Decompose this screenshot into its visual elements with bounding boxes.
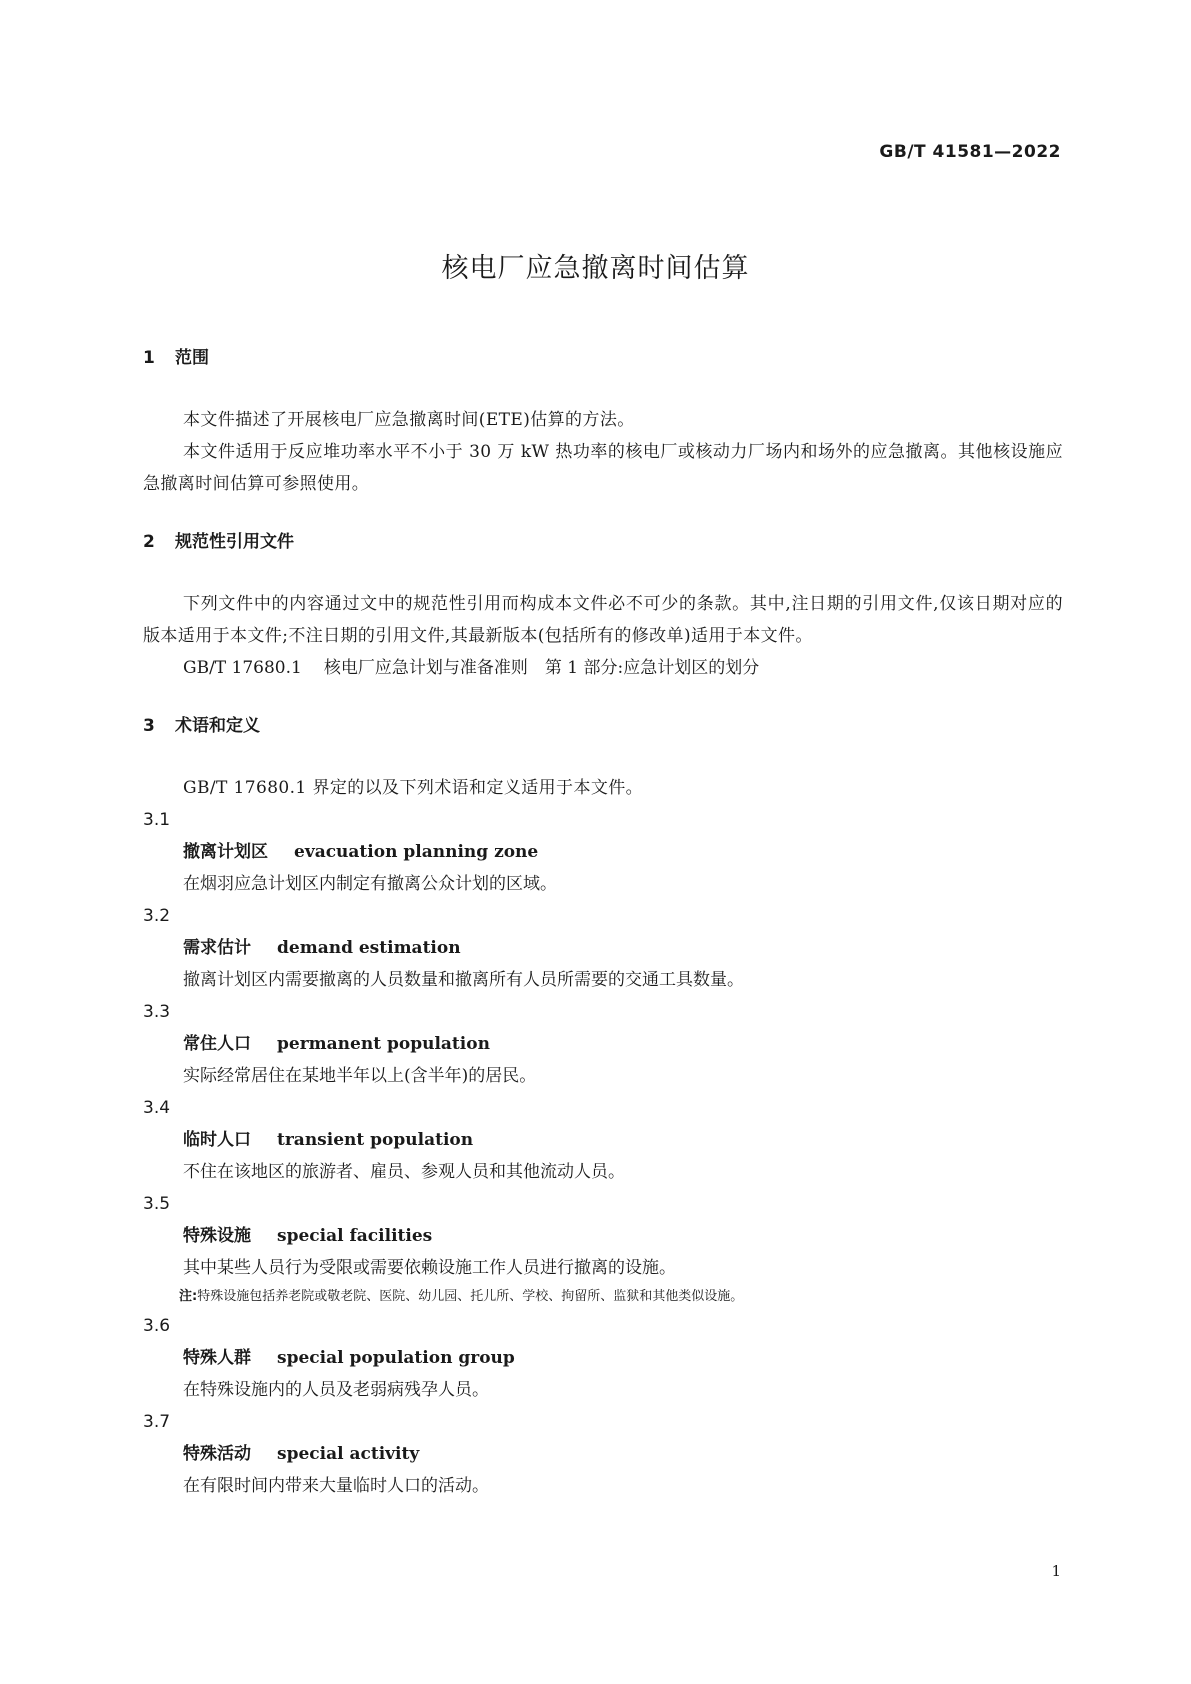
- term-number: 3.6: [143, 1316, 171, 1336]
- term-name: [143, 1124, 1063, 1156]
- term-zh: 需求估计: [183, 938, 251, 958]
- term-name: [143, 1220, 1063, 1252]
- clause-title: 术语和定义: [175, 716, 260, 736]
- note-text: 特殊设施包括养老院或敬老院、医院、幼儿园、托儿所、学校、拘留所、监狱和其他类似设施。: [197, 1289, 744, 1304]
- clause-heading-scope: [143, 346, 1063, 370]
- term-zh: 特殊人群: [183, 1348, 251, 1368]
- clause-number: 3: [143, 716, 155, 736]
- term-en: transient population: [277, 1130, 474, 1150]
- term-number: 3.4: [143, 1098, 171, 1118]
- term-en: evacuation planning zone: [294, 842, 539, 862]
- term-definition: 不住在该地区的旅游者、雇员、参观人员和其他流动人员。: [183, 1162, 625, 1182]
- clause-title: 范围: [175, 348, 209, 368]
- clause-number: 2: [143, 532, 155, 552]
- clause-title: 规范性引用文件: [175, 532, 294, 552]
- term-definition: 在有限时间内带来大量临时人口的活动。: [183, 1476, 489, 1496]
- terms-intro: GB/T 17680.1 界定的以及下列术语和定义适用于本文件。: [183, 778, 644, 798]
- term-name: [143, 1342, 1063, 1374]
- term-name: [143, 836, 1063, 868]
- document-title: 核电厂应急撤离时间估算: [441, 253, 750, 284]
- term-number: 3.7: [143, 1412, 171, 1432]
- term-zh: 特殊设施: [183, 1226, 251, 1246]
- document-body: [143, 346, 1063, 1502]
- term-definition: 撤离计划区内需要撤离的人员数量和撤离所有人员所需要的交通工具数量。: [183, 970, 744, 990]
- term-number: 3.3: [143, 1002, 171, 1022]
- term-definition: 实际经常居住在某地半年以上(含半年)的居民。: [183, 1066, 537, 1086]
- term-en: demand estimation: [277, 938, 461, 958]
- term-name: [143, 1028, 1063, 1060]
- scope-paragraph: 本文件适用于反应堆功率水平不小于 30 万 kW 热功率的核电厂或核动力厂场内和场外的应急撤离。其他核设施应急撤离时间估算可参照使用。: [143, 442, 1063, 494]
- term-name: [143, 932, 1063, 964]
- clause-number: 1: [143, 348, 155, 368]
- note-label: 注:: [179, 1289, 198, 1304]
- clause-heading-normative-references: [143, 530, 1063, 554]
- clause-heading-terms: [143, 714, 1063, 738]
- term-en: permanent population: [277, 1034, 490, 1054]
- term-zh: 临时人口: [183, 1130, 251, 1150]
- term-zh: 特殊活动: [183, 1444, 251, 1464]
- reference-title: 核电厂应急计划与准备准则 第 1 部分:应急计划区的划分: [323, 658, 760, 678]
- standard-code: GB/T 41581—2022: [879, 142, 1061, 162]
- term-number: 3.1: [143, 810, 171, 830]
- term-zh: 常住人口: [183, 1034, 251, 1054]
- term-definition: 其中某些人员行为受限或需要依赖设施工作人员进行撤离的设施。: [183, 1258, 676, 1278]
- term-en: special population group: [277, 1348, 515, 1368]
- reference-code: GB/T 17680.1: [183, 658, 302, 678]
- term-name: [143, 1438, 1063, 1470]
- page-number: 1: [1051, 1562, 1061, 1580]
- term-definition: 在特殊设施内的人员及老弱病残孕人员。: [183, 1380, 489, 1400]
- reference-entry: [143, 652, 1063, 684]
- normative-refs-paragraph: 下列文件中的内容通过文中的规范性引用而构成本文件必不可少的条款。其中,注日期的引用文件,仅该日期对应的版本适用于本文件;不注日期的引用文件,其最新版本(包括所有的修改单)适用于本文件。: [143, 594, 1063, 646]
- term-en: special activity: [277, 1444, 420, 1464]
- term-note: [143, 1284, 1063, 1310]
- scope-paragraph: 本文件描述了开展核电厂应急撤离时间(ETE)估算的方法。: [183, 410, 635, 430]
- term-number: 3.5: [143, 1194, 171, 1214]
- term-zh: 撤离计划区: [183, 842, 268, 862]
- term-definition: 在烟羽应急计划区内制定有撤离公众计划的区域。: [183, 874, 557, 894]
- term-en: special facilities: [277, 1226, 433, 1246]
- term-number: 3.2: [143, 906, 171, 926]
